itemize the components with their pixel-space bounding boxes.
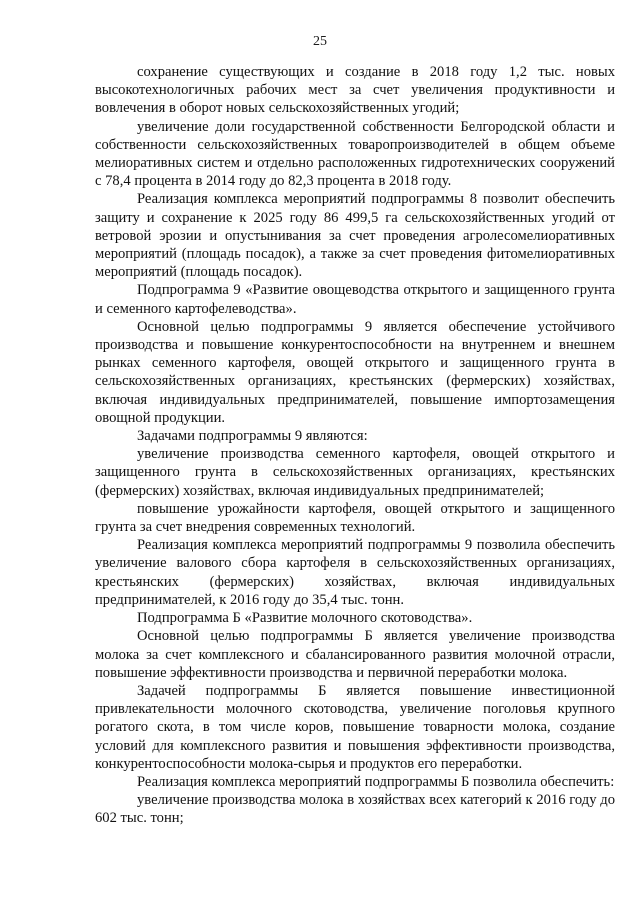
paragraph-6: Задачами подпрограммы 9 являются: [137, 428, 368, 445]
paragraph-9: Реализация комплекса мероприятий подпрограммы 9 позволила обеспечить увеличение валового сбора картофеля в сельскохозяйственных организациях, крестьянских (фермерских) хозяйствах, включая индивидуальных предпринимателей, к 2016 году до 35,4 тыс. тонн. [95, 537, 615, 608]
paragraph-3: Реализация комплекса мероприятий подпрограммы 8 позволит обеспечить защиту и сохранение к 2025 году 86 499,5 га сельскохозяйственных угодий от ветровой эрозии и опустынивания за счет проведения агролесомелиоративных мероприятий (площадь посадок), а также за счет проведения фитомелиоративных мероприятий (площадь посадок). [95, 191, 615, 281]
paragraph-10: Подпрограмма Б «Развитие молочного скотоводства». [137, 610, 473, 627]
paragraph-8: повышение урожайности картофеля, овощей открытого и защищенного грунта за счет внедрения современных технологий. [95, 500, 615, 536]
paragraph-4: Подпрограмма 9 «Развитие овощеводства открытого и защищенного грунта и семенного картофелеводства». [95, 282, 615, 317]
paragraph-12: Задачей подпрограммы Б является повышение инвестиционной привлекательности молочного скотоводства, увеличение поголовья крупного рогатого скота, в том числе коров, повышение товарности молока, создание условий для комплексного развития и повышения эффективности производства, конкурентоспособности молока-сырья и продуктов его переработки. [95, 682, 615, 772]
paragraph-1: сохранение существующих и создание в 2018 году 1,2 тыс. новых высокотехнологичных рабочих мест за счет увеличения продуктивности и вовлечения в оборот новых сельскохозяйственных угодий; [95, 64, 615, 117]
page-body [95, 63, 615, 828]
paragraph-7: увеличение производства семенного картофеля, овощей открытого и защищенного грунта в сельскохозяйственных организациях, крестьянских (фермерских) хозяйствах, включая индивидуальных предпринимателей; [95, 446, 615, 499]
paragraph-14: увеличение производства молока в хозяйствах всех категорий к 2016 году до 602 тыс. тонн; [95, 792, 615, 827]
paragraph-13: Реализация комплекса мероприятий подпрограммы Б позволила обеспечить: [137, 773, 615, 790]
paragraph-2: увеличение доли государственной собственности Белгородской области и собственности сельскохозяйственных товаропроизводителей в общем объеме мелиоративных систем и отдельно расположенных гидротехнических сооружений с 78,4 процента в 2014 году до 82,3 процента в 2018 году. [95, 118, 615, 190]
paragraph-11: Основной целью подпрограммы Б является увеличение производства молока за счет комплексного и сбалансированного развития молочной отрасли, повышение эффективности производства и первичной переработки молока. [95, 628, 615, 681]
page-number: 25 [313, 34, 327, 49]
paragraph-5: Основной целью подпрограммы 9 является обеспечение устойчивого производства и повышение конкурентоспособности на внутреннем и внешнем рынках семенного картофеля, овощей открытого и защищенного грунта в сельскохозяйственных организациях, крестьянских (фермерских) хозяйствах, включая индивидуальных предпринимателей, повышение импортозамещения овощной продукции. [95, 318, 615, 426]
